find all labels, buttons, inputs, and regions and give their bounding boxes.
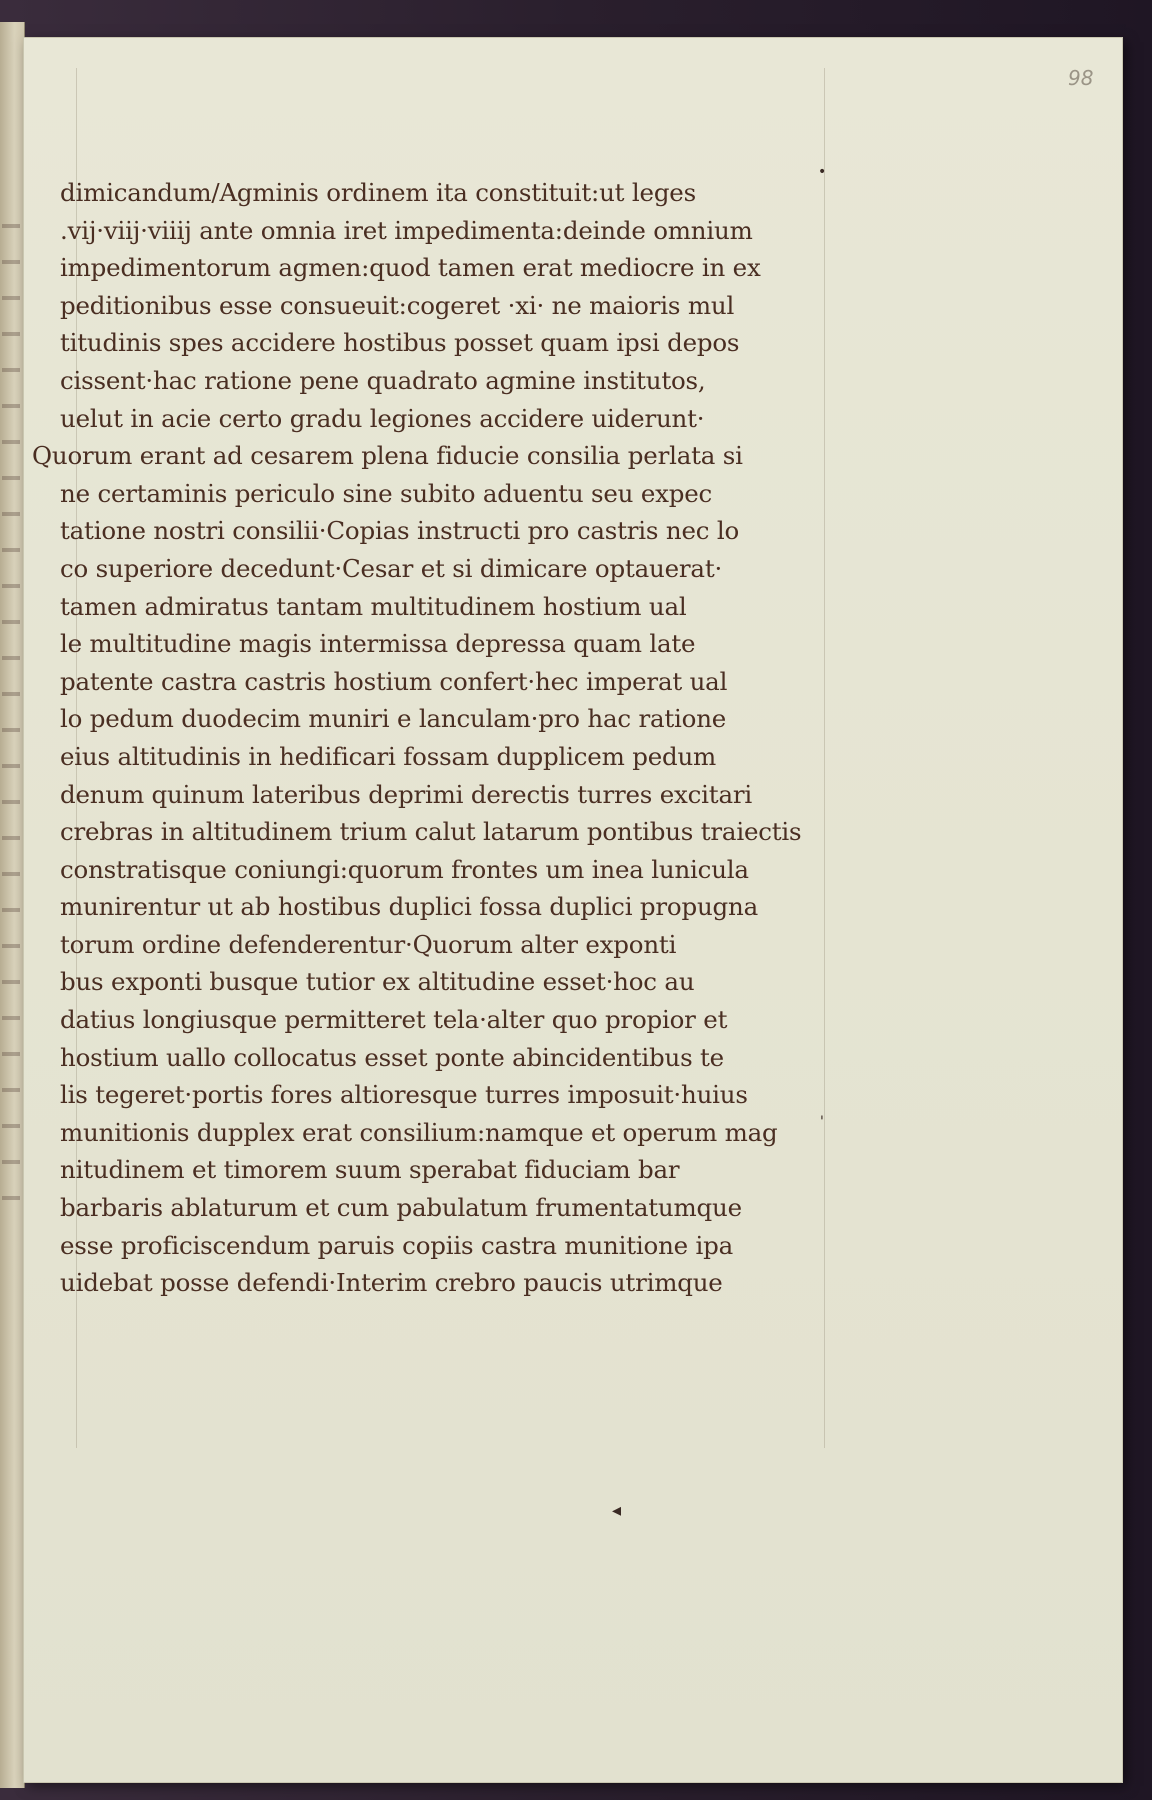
text-line: lis tegeret·portis fores altioresque turres imposuit·huius xyxy=(60,1080,748,1110)
text-line: hostium uallo collocatus esset ponte abincidentibus te xyxy=(60,1042,724,1072)
text-line: cissent·hac ratione pene quadrato agmine institutos, xyxy=(60,365,706,395)
text-line: constratisque coniungi:quorum frontes um inea lunicula xyxy=(60,854,749,884)
text-line: bus exponti busque tutior ex altitudine esset·hoc au xyxy=(60,967,695,997)
text-line: eius altitudinis in hedificari fossam dupplicem pedum xyxy=(60,741,717,771)
text-line: munirentur ut ab hostibus duplici fossa duplici propugna xyxy=(60,892,758,922)
text-line: .vij·viij·viiij ante omnia iret impedimenta:deinde omnium xyxy=(60,215,753,245)
text-line: munitionis dupplex erat consilium:namque et operum mag xyxy=(60,1117,778,1147)
text-line: ne certaminis periculo sine subito aduentu seu expec xyxy=(60,478,713,508)
text-line: tatione nostri consilii·Copias instructi pro castris nec lo xyxy=(60,516,740,546)
manuscript-text xyxy=(32,174,850,1302)
margin-dot: • xyxy=(818,164,827,180)
text-line: datius longiusque permitteret tela·alter quo propior et xyxy=(60,1005,728,1035)
text-line: patente castra castris hostium confert·hec imperat ual xyxy=(60,666,728,696)
text-line: co superiore decedunt·Cesar et si dimicare optauerat· xyxy=(60,553,723,583)
text-line: barbaris ablaturum et cum pabulatum frumentatumque xyxy=(60,1193,742,1223)
folio-number: 98 xyxy=(1068,66,1094,90)
text-line: dimicandum/Agminis ordinem ita constituit:ut leges xyxy=(60,178,696,207)
text-line: lo pedum duodecim muniri e lanculam·pro hac ratione xyxy=(60,704,727,734)
text-line: esse proficiscendum paruis copiis castra munitione ipa xyxy=(60,1230,734,1260)
text-line: titudinis spes accidere hostibus posset quam ipsi depos xyxy=(60,328,740,358)
text-line: denum quinum lateribus deprimi derectis turres excitari xyxy=(60,779,752,809)
text-line: peditionibus esse consueuit:cogeret ·xi· ne maioris mul xyxy=(60,290,735,320)
text-line: Quorum erant ad cesarem plena fiducie consilia perlata si xyxy=(32,441,743,471)
text-line: torum ordine defenderentur·Quorum alter exponti xyxy=(60,929,677,959)
text-line: le multitudine magis intermissa depressa quam late xyxy=(60,629,696,659)
text-line: nitudinem et timorem suum sperabat fiduciam bar xyxy=(60,1155,680,1185)
text-line: uelut in acie certo gradu legiones accidere uiderunt· xyxy=(60,403,705,433)
lower-mark: ◂ xyxy=(612,1500,622,1521)
previous-page-edge xyxy=(0,22,25,1788)
text-line: uidebat posse defendi·Interim crebro paucis utrimque xyxy=(60,1268,723,1298)
margin-tick: ' xyxy=(820,1114,824,1130)
previous-page-text-bleed xyxy=(2,202,20,1202)
text-line: impedimentorum agmen:quod tamen erat mediocre in ex xyxy=(60,253,761,283)
text-line: crebras in altitudinem trium calut latarum pontibus traiectis xyxy=(60,817,802,847)
text-line: tamen admiratus tantam multitudinem hostium ual xyxy=(60,591,687,621)
